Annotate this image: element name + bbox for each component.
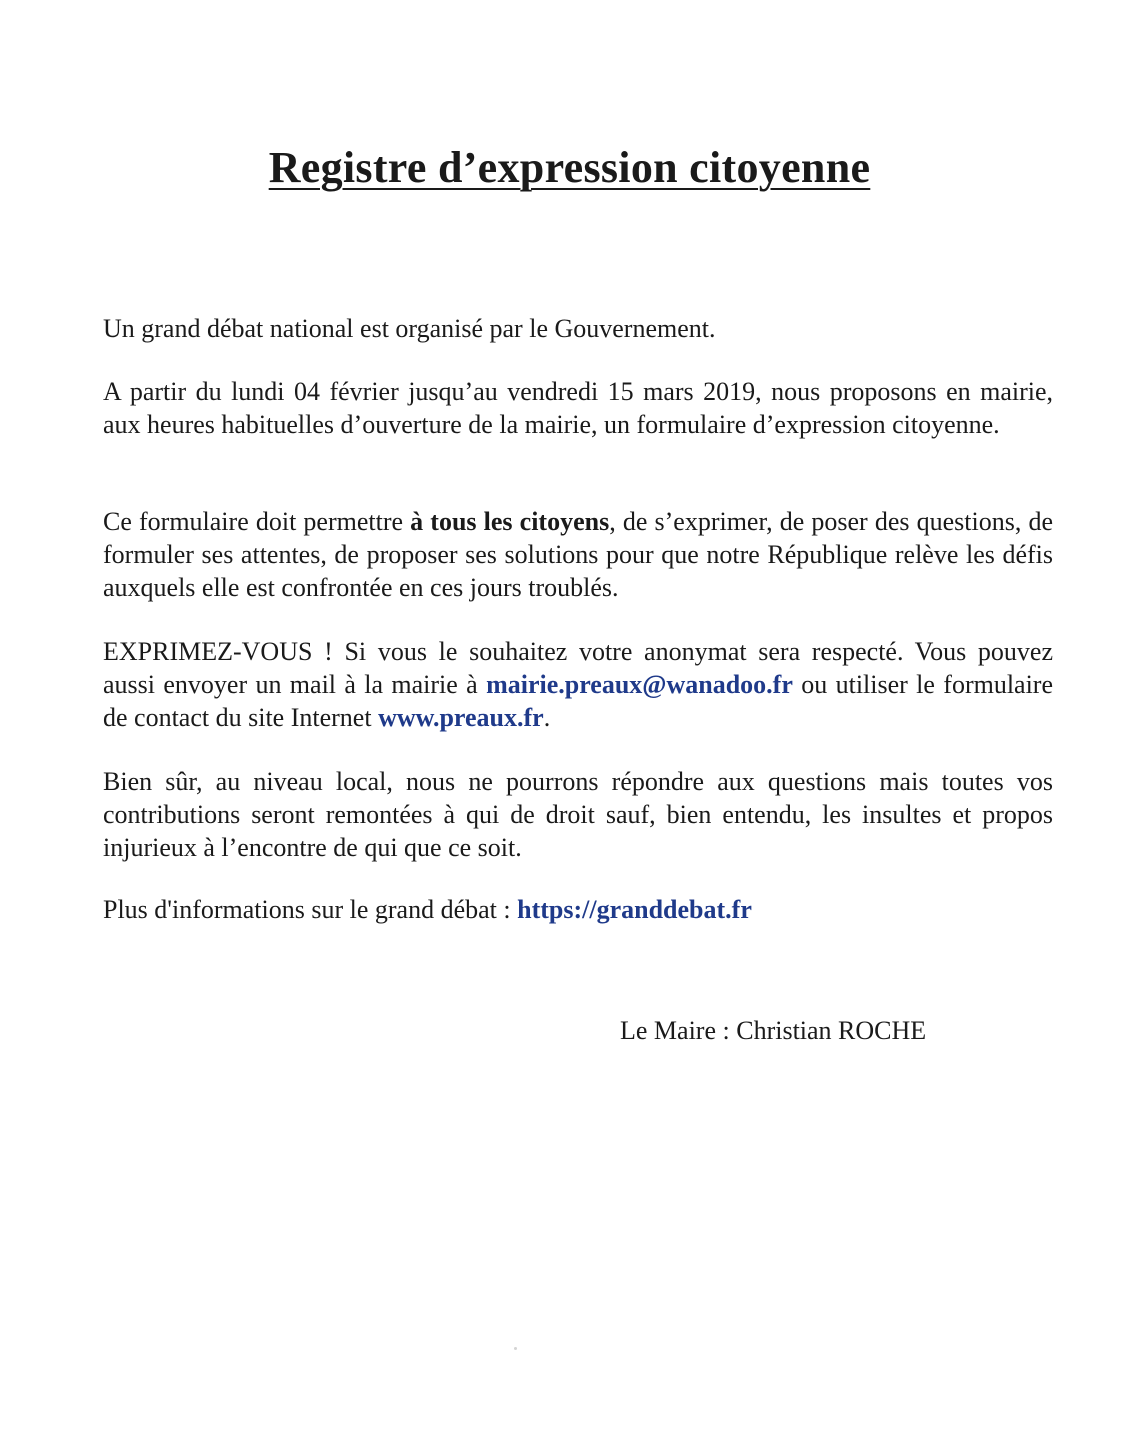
paragraph-more-info [103,893,1053,926]
website-link[interactable]: www.preaux.fr [378,703,544,732]
paragraph-contact [103,635,1053,734]
paragraph-dates: A partir du lundi 04 février jusqu’au vendredi 15 mars 2019, nous proposons en mairie, aux heures habituelles d’ouverture de la mairie, un formulaire d’expression citoyenne. [103,377,1053,439]
purpose-text-end: , de s’exprimer, de poser des questions, de formuler ses attentes, de proposer ses solutions pour que notre République relève les défis auxquels elle est confrontée en ces jours troublés. [103,507,1053,602]
paragraph-local-notice: Bien sûr, au niveau local, nous ne pourrons répondre aux questions mais toutes vos contributions seront remontées à qui de droit sauf, bien entendu, les insultes et propos injurieux à l’encontre de qui que ce soit. [103,767,1053,862]
more-info-label: Plus d'informations sur le grand débat : [103,895,511,924]
document-title-text: Registre d’expression citoyenne [268,143,871,192]
purpose-emphasis: à tous les citoyens [410,507,610,536]
paragraph-purpose [103,505,1053,604]
granddebat-link[interactable]: https://granddebat.fr [517,895,752,924]
contact-text-middle: ou utiliser le formulaire de contact du site Internet [103,670,1054,732]
purpose-text-start: Ce formulaire doit permettre [103,507,411,536]
contact-text-start: EXPRIMEZ-VOUS ! Si vous le souhaitez votre anonymat sera respecté. Vous pouvez aussi envoyer un mail à la mairie à [103,637,1053,699]
mayor-signature: Le Maire : Christian ROCHE [620,1016,927,1045]
document-title [0,140,1139,196]
scan-speck [514,1347,517,1350]
email-link[interactable]: mairie.preaux@wanadoo.fr [486,670,793,699]
paragraph-intro: Un grand débat national est organisé par le Gouvernement. [103,314,716,343]
contact-text-end: . [543,703,551,732]
